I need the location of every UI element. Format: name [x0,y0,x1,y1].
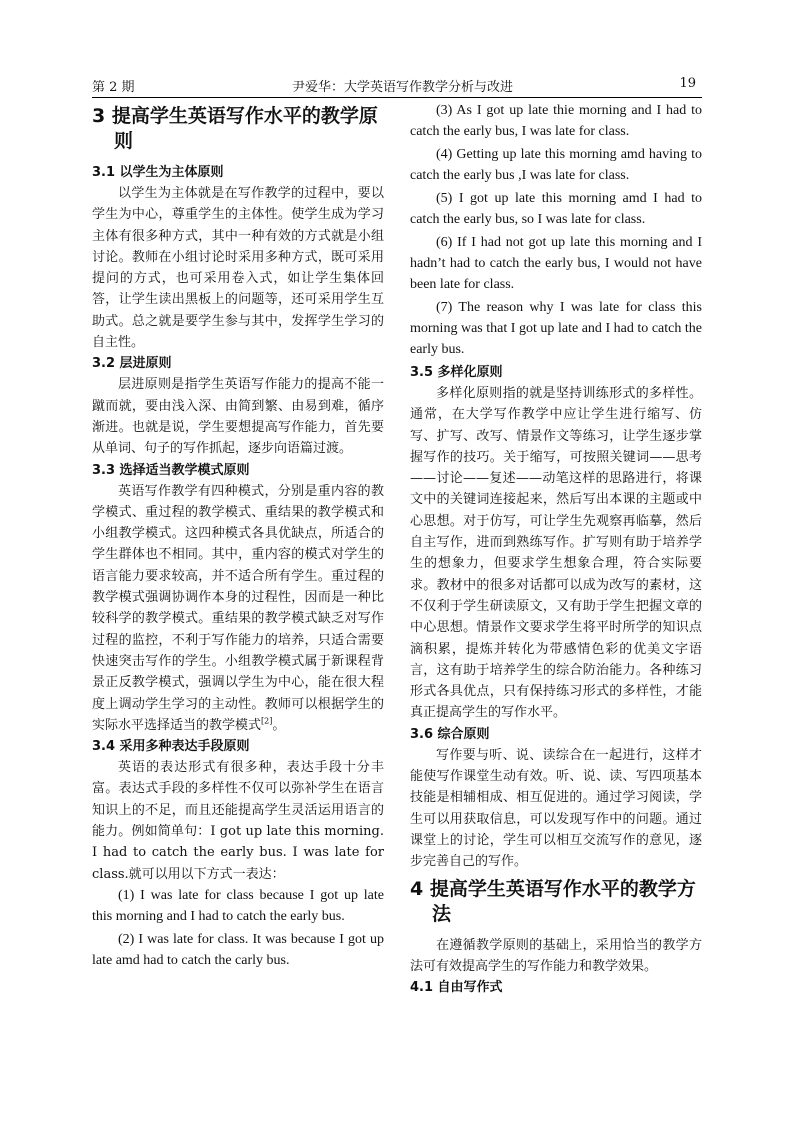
header-rule [92,97,702,98]
section-3-3-end: 。 [272,717,286,733]
example-sentence-3: (3) As I got up late thie morning and I had to catch the early bus, I was late for class. [410,103,702,139]
section-3-4-paragraph: 英语的表达形式有很多种，表达手段十分丰富。表达式手段的多样性不仅可以弥补学生在语言知识上的不足，而且还能提高学生灵活运用语言的能力。例如简单句：I got up late this morning. I had to catch the early bus. I was late for class.就可以用以下方式一表达： [92,760,384,882]
section-3-5-heading: 3.5 多样化原则 [410,365,503,380]
section-4-paragraph: 在遵循教学原则的基础上，采用恰当的教学方法可有效提高学生的写作能力和教学效果。 [410,937,702,974]
page-number: 19 [679,76,696,91]
example-sentence-5: (5) I got up late this morning amd I had to catch the early bus, so I was late for class. [410,191,702,227]
example-sentence-6: (6) If I had not got up late this morning and I hadn’t had to catch the early bus, I would not have been late for class. [410,235,702,292]
running-header [92,76,702,96]
example-sentence-7: (7) The reason why I was late for class this morning was that I got up late and I had to catch the early bus. [410,300,702,357]
section-3-3-heading: 3.3 选择适当教学模式原则 [92,462,250,478]
section-3-1-paragraph: 以学生为主体就是在写作教学的过程中，要以学生为中心，尊重学生的主体性。使学生成为学习主体有很多种方式，其中一种有效的方式就是小组讨论。教师在小组讨论时采用多种方式，既可采用提问的方式，也可采用卷入式，如让学生集体回答，让学生读出黑板上的问题等，还可采用学生互助式。总之就是要学生参与其中，发挥学生学习的自主性。 [92,186,384,351]
article-running-title: 尹爱华：大学英语写作教学分析与改进 [292,80,514,95]
section-3-2-paragraph: 层进原则是指学生英语写作能力的提高不能一蹴而就，要由浅入深、由简到繁、由易到难，循序渐进。也就是说，学生要想提高写作能力，首先要从单词、句子的写作抓起，逐步向语篇过渡。 [92,377,384,457]
citation-2: [2] [261,716,273,726]
right-column [410,100,702,998]
example-sentence-4: (4) Getting up late this morning amd having to catch the early bus ,I was late for class. [410,147,702,183]
section-3-1-heading: 3.1 以学生为主体原则 [92,165,224,180]
section-3-3-paragraph [92,481,384,737]
section-3-6-paragraph: 写作要与听、说、读综合在一起进行，这样才能使写作课堂生动有效。听、说、读、写四项基本技能是相辅相成、相互促进的。通过学习阅读，学生可以用获取信息，可以发现写作中的问题。通过课堂上的讨论，学生可以相互交流写作的意见，逐步完善自己的写作。 [410,747,702,870]
section-3-3-text: 英语写作教学有四种模式，分别是重内容的教学模式、重过程的教学模式、重结果的教学模式和小组教学模式。这四种模式各具优缺点，所适合的学生群体也不相同。其中，重内容的模式对学生的语言能力要求较高，并不适合所有学生。重过程的教学模式强调协调作本身的过程性，因而是一种比较科学的教学模式。重结果的教学模式缺乏对写作过程的监控，不利于写作能力的培养，只适合需要快速突击写作的学生。小组教学模式属于新课程背景正反教学模式，强调以学生为中心，能在很大程度上调动学生学习的主动性。教师可以根据学生的实际水平选择适当的教学模式 [92,483,384,733]
example-sentence-2: (2) I was late for class. It was because I got up late amd had to catch the carly bus. [92,931,384,968]
section-4-heading: 4 提高学生英语写作水平的教学方法 [410,877,696,925]
section-3-2-heading: 3.2 层进原则 [92,356,172,372]
section-3-4-heading: 3.4 采用多种表达手段原则 [92,739,250,755]
example-sentence-1: (1) I was late for class because I got up late this morning and I had to catch the early bus. [92,887,384,924]
section-3-5-paragraph: 多样化原则指的就是坚持训练形式的多样性。通常，在大学写作教学中应让学生进行缩写、仿写、扩写、改写、情景作文等练习，让学生逐步掌握写作的技巧。关于缩写，可按照关键词——思考——讨论——复述——动笔这样的思路进行，将课文中的关键词连接起来，然后写出本课的主题或中心思想。对于仿写，可让学生先观察再临摹，然后自主写作，进而到熟练写作。扩写则有助于培养学生的想象力，但要求学生想象合理，符合实际要求。教材中的很多对话都可以成为改写的素材，这不仅利于学生研读原文，又有助于学生把握文章的中心思想。情景作文要求学生将平时所学的知识点滴积累，提炼并转化为带感情色彩的优美文字语言，这有助于培养学生的综合防治能力。各种练习形式各具优点，只有保持练习形式的多样性，才能真正提高学生的写作水平。 [410,386,702,721]
left-column [92,100,384,973]
section-3-6-heading: 3.6 综合原则 [410,726,490,742]
issue-number: 第 2 期 [92,80,135,95]
section-4-1-heading: 4.1 自由写作式 [410,980,503,996]
section-3-heading: 3 提高学生英语写作水平的教学原则 [92,105,378,152]
